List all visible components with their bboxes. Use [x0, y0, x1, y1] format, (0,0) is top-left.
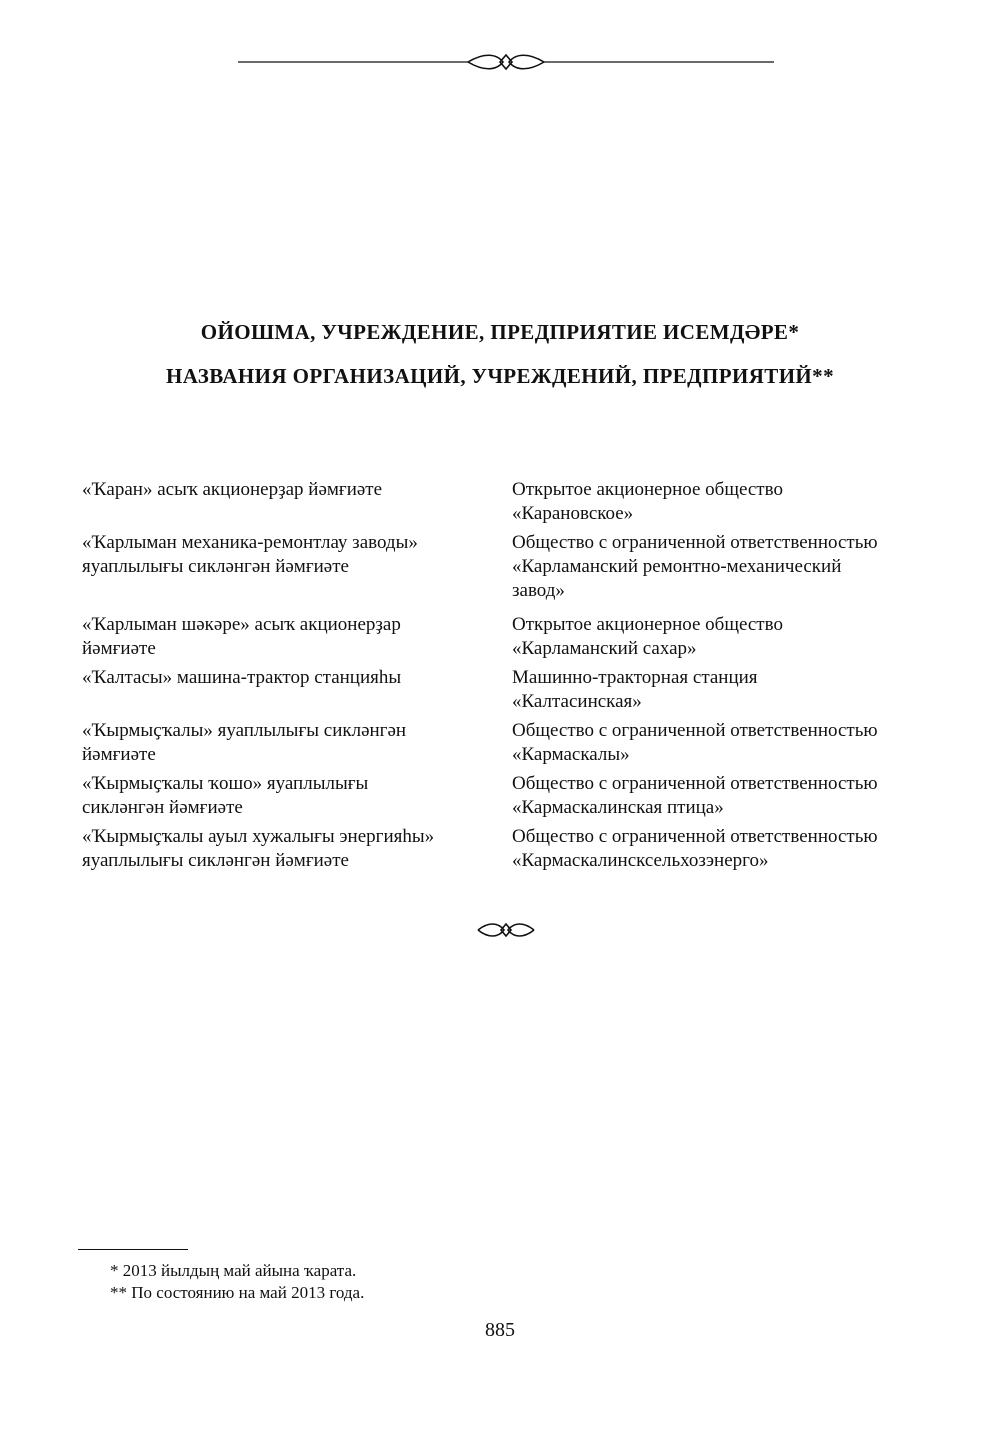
text-line: «Карановское» [512, 503, 634, 524]
russian-name [512, 478, 942, 526]
middle-ornament [476, 920, 536, 940]
text-line: «Карламанский ремонтно-механический [512, 556, 842, 577]
footnotes [110, 1260, 364, 1304]
text-line: «Ҡарлыман шәкәре» асыҡ акционерҙар [82, 614, 401, 635]
bashkir-name [82, 613, 512, 661]
bashkir-name [82, 531, 512, 603]
footnote-bashkir: * 2013 йылдың май айына ҡарата. [110, 1261, 357, 1280]
bashkir-name [82, 825, 512, 873]
section-headings [0, 318, 1000, 390]
entry-row [82, 719, 942, 767]
bashkir-name [82, 666, 512, 714]
russian-name [512, 772, 942, 820]
text-line: йәмғиәте [82, 744, 156, 765]
text-line: яуаплылығы сикләнгән йәмғиәте [82, 556, 349, 577]
bashkir-name [82, 719, 512, 767]
russian-name [512, 825, 942, 873]
text-line: завод» [512, 580, 565, 601]
text-line: Открытое акционерное общество [512, 479, 783, 500]
text-line: «Карламанский сахар» [512, 638, 697, 659]
text-line: «Ҡырмыҫҡалы» яуаплылығы сикләнгән [82, 720, 407, 741]
text-line: «Кармаскалинсксельхозэнерго» [512, 850, 769, 871]
footnote-separator [78, 1249, 188, 1250]
text-line: Общество с ограниченной ответственностью [512, 532, 878, 553]
text-line: «Кармаскалинская птица» [512, 797, 724, 818]
top-ornament-divider [238, 50, 774, 74]
page-number: 885 [485, 1319, 515, 1341]
text-line: Общество с ограниченной ответственностью [512, 773, 878, 794]
heading-bashkir: ОЙОШМА, УЧРЕЖДЕНИЕ, ПРЕДПРИЯТИЕ ИСЕМДӘРЕ* [200, 320, 800, 344]
bashkir-name [82, 478, 512, 526]
text-line: яуаплылығы сикләнгән йәмғиәте [82, 850, 349, 871]
entry-row [82, 772, 942, 820]
heading-russian: НАЗВАНИЯ ОРГАНИЗАЦИЙ, УЧРЕЖДЕНИЙ, ПРЕДПРИЯТИЙ** [166, 364, 834, 388]
text-line: Общество с ограниченной ответственностью [512, 826, 878, 847]
russian-name [512, 666, 942, 714]
text-line: «Ҡарлыман механика-ремонтлау заводы» [82, 532, 418, 553]
text-line: «Кармаскалы» [512, 744, 630, 765]
text-line: «Ҡырмыҫҡалы ҡошо» яуаплылығы [82, 773, 369, 794]
entry-row [82, 531, 942, 603]
text-line: Машинно-тракторная станция [512, 667, 758, 688]
text-line: «Ҡырмыҫҡалы ауыл хужалығы энергияһы» [82, 826, 435, 847]
russian-name [512, 613, 942, 661]
text-line: Открытое акционерное общество [512, 614, 783, 635]
entry-row [82, 613, 942, 661]
text-line: Общество с ограниченной ответственностью [512, 720, 878, 741]
text-line: «Ҡаран» асыҡ акционерҙар йәмғиәте [82, 479, 383, 500]
footnote-russian: ** По состоянию на май 2013 года. [110, 1283, 365, 1302]
russian-name [512, 531, 942, 603]
text-line: йәмғиәте [82, 638, 156, 659]
entry-row [82, 478, 942, 526]
organization-list [82, 478, 942, 873]
entry-row [82, 825, 942, 873]
bashkir-name [82, 772, 512, 820]
text-line: сикләнгән йәмғиәте [82, 797, 243, 818]
russian-name [512, 719, 942, 767]
text-line: «Калтасинская» [512, 691, 642, 712]
entry-row [82, 666, 942, 714]
text-line: «Ҡалтасы» машина-трактор станцияһы [82, 667, 402, 688]
